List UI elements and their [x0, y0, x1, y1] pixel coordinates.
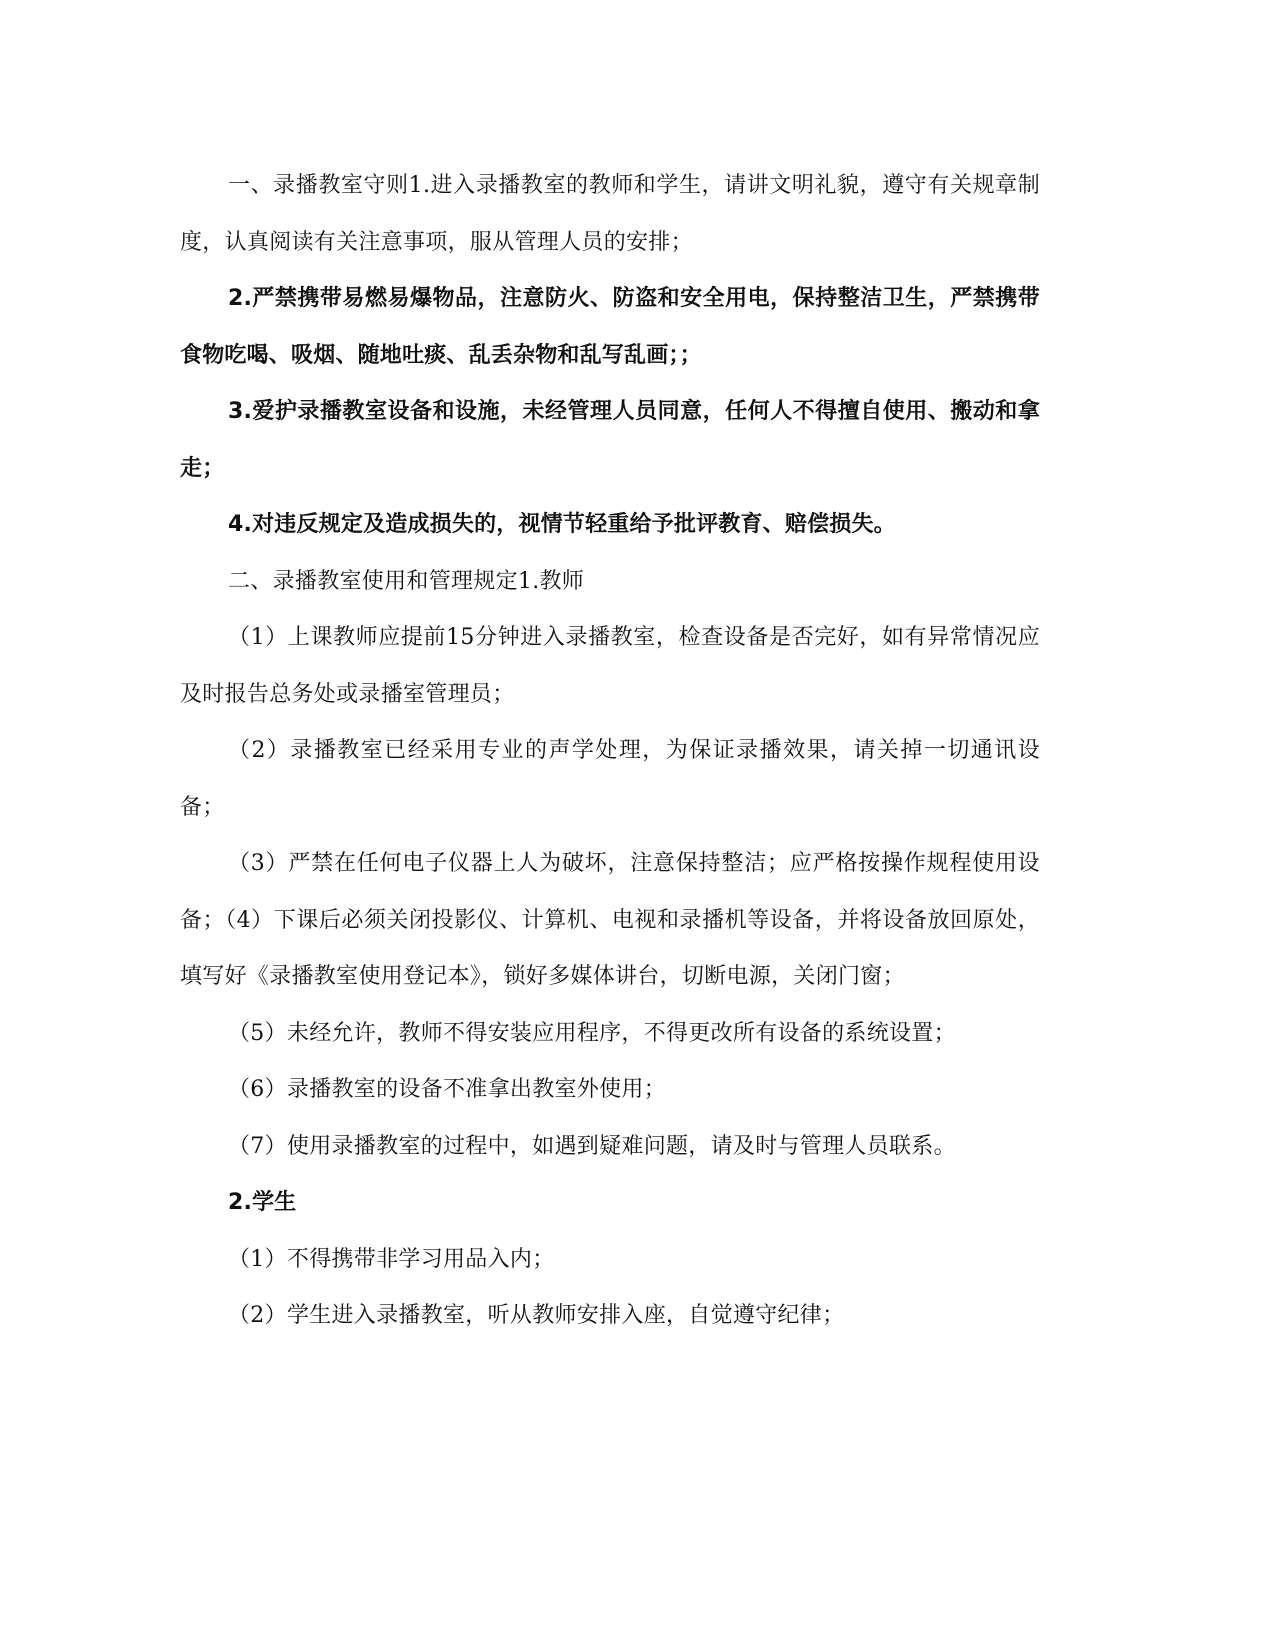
paragraph-rule-3: 3.爱护录播教室设备和设施，未经管理人员同意，任何人不得擅自使用、搬动和拿走； [180, 399, 1040, 481]
paragraph-usage-heading: 二、录播教室使用和管理规定1.教师 [228, 568, 585, 594]
paragraph-rule-4: 4.对违反规定及造成损失的，视情节轻重给予批评教育、赔偿损失。 [228, 512, 896, 537]
paragraph-rule-2: 2.严禁携带易燃易爆物品，注意防火、防盗和安全用电，保持整洁卫生，严禁携带食物吃喝、吸烟、随地吐痰、乱丢杂物和乱写乱画；； [180, 286, 1040, 368]
paragraph-students-heading: 2.学生 [228, 1190, 297, 1215]
paragraph-teacher-7: （7）使用录播教室的过程中，如遇到疑难问题，请及时与管理人员联系。 [228, 1133, 956, 1159]
paragraph-teacher-6: （6）录播教室的设备不准拿出教室外使用； [228, 1077, 666, 1102]
document-body [180, 158, 1040, 1345]
paragraph-teacher-5: （5）未经允许，教师不得安装应用程序，不得更改所有设备的系统设置； [228, 1020, 956, 1046]
paragraph-student-1: （1）不得携带非学习用品入内； [228, 1246, 555, 1272]
paragraph-teacher-2: （2）录播教室已经采用专业的声学处理，为保证录播效果，请关掉一切通讯设备； [180, 738, 1040, 820]
paragraph-teacher-1: （1）上课教师应提前15分钟进入录播教室，检查设备是否完好，如有异常情况应及时报告总务处或录播室管理员； [180, 625, 1040, 707]
paragraph-student-2: （2）学生进入录播教室，听从教师安排入座，自觉遵守纪律； [228, 1303, 845, 1328]
paragraph-teacher-3-4: （3）严禁在任何电子仪器上人为破坏，注意保持整洁；应严格按操作规程使用设备；（4）下课后必须关闭投影仪、计算机、电视和录播机等设备，并将设备放回原处，填写好《录播教室使用登记本》，锁好多媒体讲台，切断电源，关闭门窗； [180, 851, 1040, 989]
paragraph-rules-intro: 一、录播教室守则1.进入录播教室的教师和学生，请讲文明礼貌，遵守有关规章制度，认真阅读有关注意事项，服从管理人员的安排； [180, 173, 1040, 255]
